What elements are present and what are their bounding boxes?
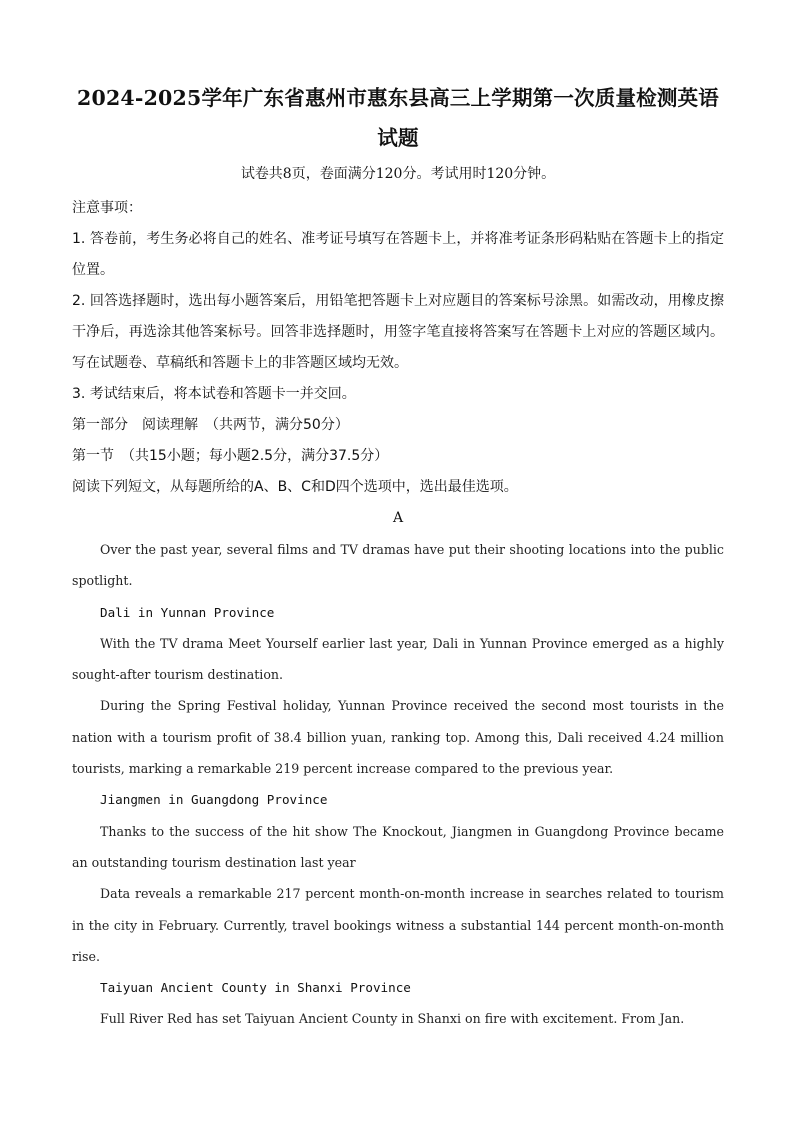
passage-letter: A <box>392 510 404 526</box>
passage-section-heading-taiyuan: Taiyuan Ancient County in Shanxi Province <box>100 980 411 996</box>
exam-title-line1: 2024-2025学年广东省惠州市惠东县高三上学期第一次质量检测英语 <box>77 86 719 110</box>
notice-item-3: 3. 考试结束后，将本试卷和答题卡一并交回。 <box>72 386 356 402</box>
passage-section-heading-dali: Dali in Yunnan Province <box>100 604 275 620</box>
exam-title <box>72 78 724 158</box>
passage-paragraph: Thanks to the success of the hit show The Knockout, Jiangmen in Guangdong Province became an outstanding tourism destination last year <box>72 823 724 870</box>
passage-paragraph: Data reveals a remarkable 217 percent month-on-month increase in searches related to tourism in the city in February. Currently, travel bookings witness a substantial 144 percent month-on-month rise. <box>72 886 724 964</box>
instruction-text: 阅读下列短文，从每题所给的A、B、C和D四个选项中，选出最佳选项。 <box>72 479 518 495</box>
passage-intro: Over the past year, several films and TV dramas have put their shooting locations into the public spotlight. <box>72 542 724 589</box>
exam-page <box>72 78 724 1035</box>
section-heading: 第一节 （共15小题；每小题2.5分，满分37.5分） <box>72 448 389 464</box>
notice-heading: 注意事项： <box>72 200 142 216</box>
passage-paragraph: During the Spring Festival holiday, Yunnan Province received the second most tourists in the nation with a tourism profit of 38.4 billion yuan, ranking top. Among this, Dali received 4.24 million tourists, marking a remarkable 219 percent increase compared to the previous year. <box>72 698 724 777</box>
passage-paragraph: With the TV drama Meet Yourself earlier last year, Dali in Yunnan Province emerged as a highly sought-after tourism destination. <box>72 635 724 683</box>
part-heading: 第一部分 阅读理解 （共两节，满分50分） <box>72 417 349 433</box>
passage-paragraph: Full River Red has set Taiyuan Ancient County in Shanxi on fire with excitement. From Jan. <box>100 1011 685 1027</box>
exam-title-line2: 试题 <box>377 126 419 150</box>
passage-section-heading-jiangmen: Jiangmen in Guangdong Province <box>100 792 328 808</box>
exam-subtitle: 试卷共8页，卷面满分120分。考试用时120分钟。 <box>240 166 556 182</box>
notice-item-1: 1. 答卷前，考生务必将自己的姓名、准考证号填写在答题卡上，并将准考证条形码粘贴在答题卡上的指定位置。 <box>72 231 724 278</box>
notice-item-2: 2. 回答选择题时，选出每小题答案后，用铅笔把答题卡上对应题目的答案标号涂黑。如需改动，用橡皮擦干净后，再选涂其他答案标号。回答非选择题时，用签字笔直接将答案写在答题卡上对应的答题区域内。写在试题卷、草稿纸和答题卡上的非答题区域均无效。 <box>72 293 724 371</box>
